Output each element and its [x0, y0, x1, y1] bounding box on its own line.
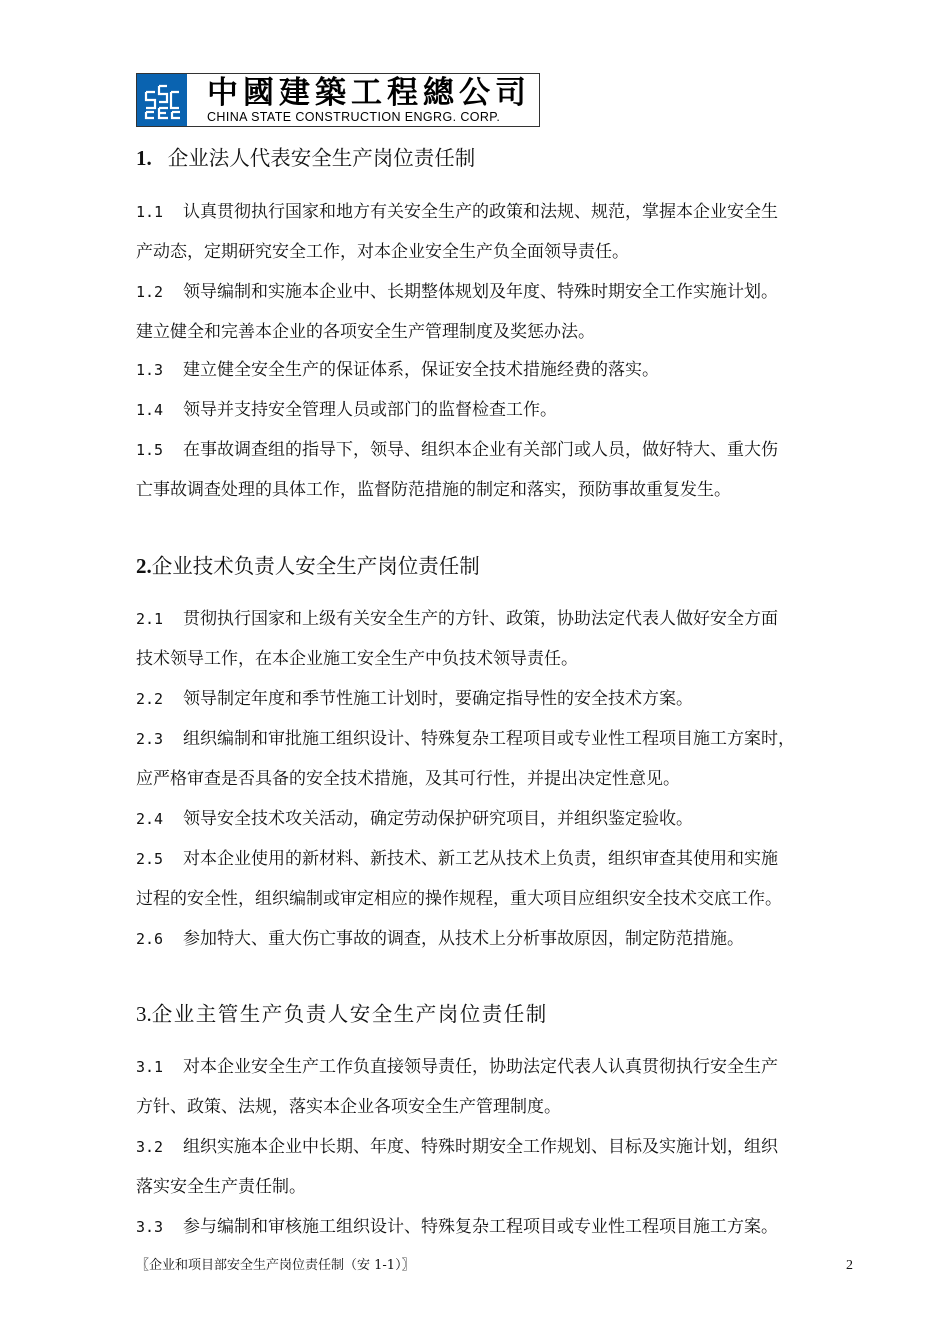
company-logo	[136, 73, 540, 127]
clause-paragraph: 2.5 对本企业使用的新材料、新技术、新工艺从技术上负责，组织审查其使用和实施 过程的安全性，组织编制或审定相应的操作规程，重大项目应组织安全技术交底工作。	[136, 849, 782, 909]
clause-paragraph: 1.4 领导并支持安全管理人员或部门的监督检查工作。	[136, 400, 557, 420]
clause-paragraph: 1.2 领导编制和实施本企业中、长期整体规划及年度、特殊时期安全工作实施计划。 建立健全和完善本企业的各项安全生产管理制度及奖惩办法。	[136, 282, 778, 342]
clause-paragraph: 1.3 建立健全安全生产的保证体系，保证安全技术措施经费的落实。	[136, 360, 659, 380]
clause-paragraph: 2.3 组织编制和审批施工组织设计、特殊复杂工程项目或专业性工程项目施工方案时， 应严格审查是否具备的安全技术措施，及其可行性，并提出决定性意见。	[136, 729, 795, 789]
clause-paragraph: 3.1 对本企业安全生产工作负直接领导责任，协助法定代表人认真贯彻执行安全生产 方针、政策、法规，落实本企业各项安全生产管理制度。	[136, 1057, 778, 1117]
cscec-logo-mark	[137, 74, 187, 126]
page-number: 2	[846, 1258, 853, 1273]
logo-english-name: CHINA STATE CONSTRUCTION ENGRG. CORP.	[207, 109, 501, 124]
clause-paragraph: 2.4 领导安全技术攻关活动，确定劳动保护研究项目，并组织鉴定验收。	[136, 809, 693, 829]
section-heading: 2.企业技术负责人安全生产岗位责任制	[136, 554, 480, 578]
footer-document-title: 〖企业和项目部安全生产岗位责任制（安 1-1）〗	[136, 1258, 415, 1273]
clause-paragraph: 3.3 参与编制和审核施工组织设计、特殊复杂工程项目或专业性工程项目施工方案。	[136, 1217, 778, 1237]
clause-paragraph: 1.5 在事故调查组的指导下，领导、组织本企业有关部门或人员，做好特大、重大伤 亡事故调查处理的具体工作，监督防范措施的制定和落实，预防事故重复发生。	[136, 440, 778, 500]
clause-paragraph: 1.1 认真贯彻执行国家和地方有关安全生产的政策和法规、规范，掌握本企业安全生 产动态，定期研究安全工作，对本企业安全生产负全面领导责任。	[136, 202, 778, 262]
section-heading: 3.企业主管生产负责人安全生产岗位责任制	[136, 1002, 548, 1026]
clause-paragraph: 2.6 参加特大、重大伤亡事故的调查，从技术上分析事故原因，制定防范措施。	[136, 929, 744, 949]
clause-paragraph: 2.2 领导制定年度和季节性施工计划时，要确定指导性的安全技术方案。	[136, 689, 693, 709]
logo-chinese-name: 中國建築工程總公司	[207, 74, 531, 111]
section-heading: 1. 企业法人代表安全生产岗位责任制	[136, 146, 476, 170]
clause-paragraph: 2.1 贯彻执行国家和上级有关安全生产的方针、政策，协助法定代表人做好安全方面 技术领导工作，在本企业施工安全生产中负技术领导责任。	[136, 609, 778, 669]
clause-paragraph: 3.2 组织实施本企业中长期、年度、特殊时期安全工作规划、目标及实施计划，组织 落实安全生产责任制。	[136, 1137, 778, 1197]
